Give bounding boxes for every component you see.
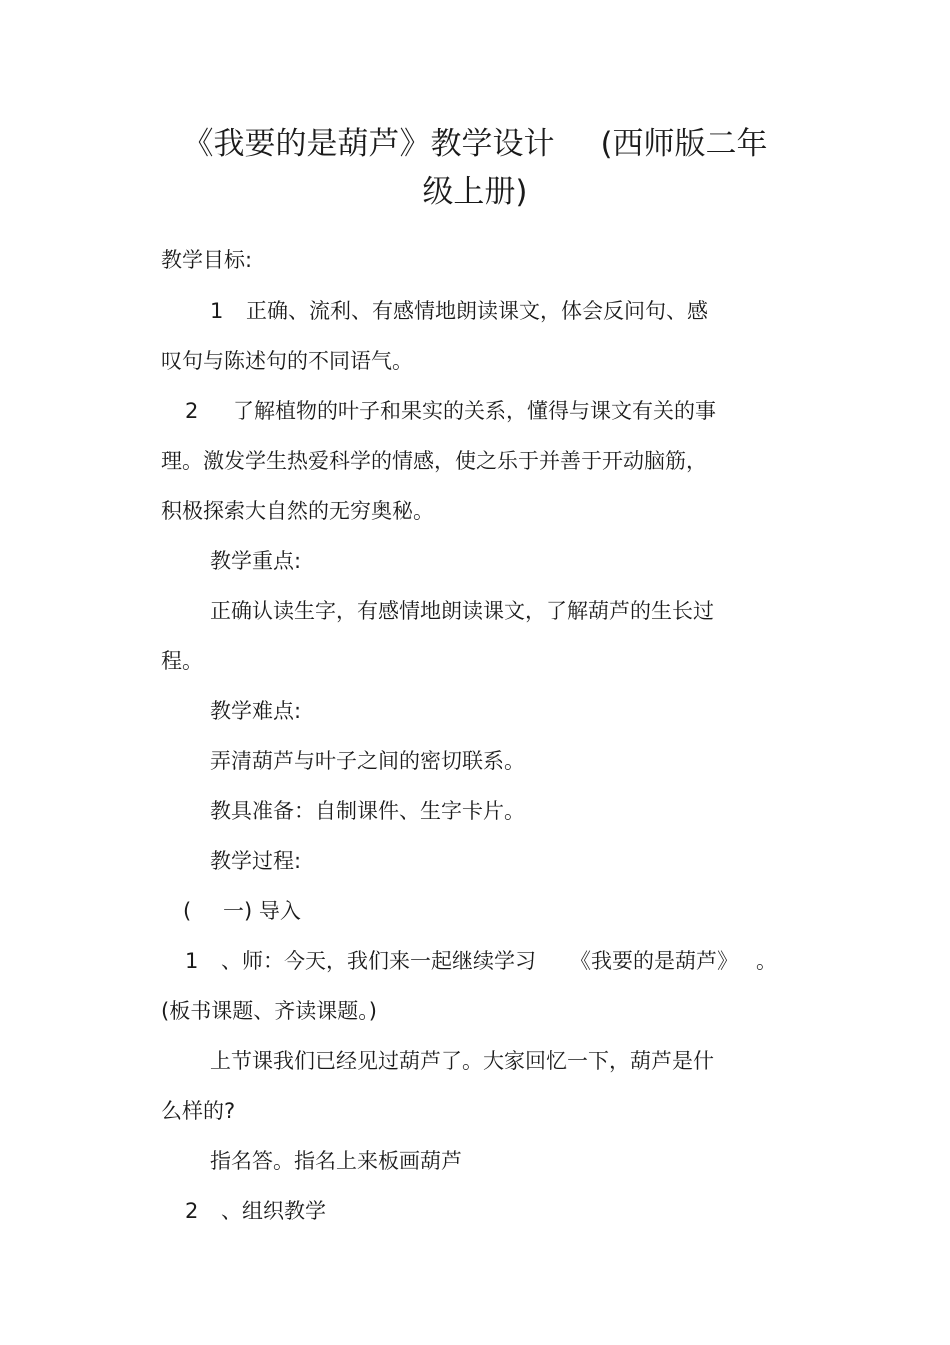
objective-1-number: 1 (210, 299, 224, 323)
objective-1-line1 (210, 296, 708, 326)
step-1-number: 1 (185, 949, 199, 973)
key-points-line1: 正确认读生字，有感情地朗读课文，了解葫芦的生长过 (210, 599, 714, 623)
difficulty-heading: 教学难点: (210, 699, 302, 723)
step-1-line2: (板书课题、齐读课题。) (161, 999, 377, 1023)
tools-line: 教具准备：自制课件、生字卡片。 (210, 799, 525, 823)
doc-title-line1 (0, 124, 950, 164)
step-1-end: 。 (756, 949, 777, 973)
section-1-label: 一) 导入 (223, 899, 301, 923)
step-1-title: 《我要的是葫芦》 (570, 949, 738, 973)
process-heading: 教学过程: (210, 849, 302, 873)
objective-2-text: 了解植物的叶子和果实的关系，懂得与课文有关的事 (233, 399, 716, 423)
key-points-line2: 程。 (161, 649, 203, 673)
difficulty-line: 弄清葫芦与叶子之间的密切联系。 (210, 749, 525, 773)
objective-2-number: 2 (185, 399, 199, 423)
doc-title-main: 《我要的是葫芦》教学设计 (182, 126, 555, 162)
section-1-heading (183, 896, 301, 926)
objective-2-line3: 积极探索大自然的无穷奥秘。 (161, 499, 434, 523)
key-points-heading: 教学重点: (210, 549, 302, 573)
doc-title-line2: 级上册) (422, 174, 528, 210)
objective-1-line2: 叹句与陈述句的不同语气。 (161, 349, 413, 373)
step-2-text: 、组织教学 (221, 1199, 326, 1223)
step-2-number: 2 (185, 1199, 199, 1223)
step-1-line1 (185, 946, 777, 976)
review-line2: 么样的? (161, 1099, 236, 1123)
step-1-text: 、师：今天，我们来一起继续学习 (221, 949, 536, 973)
objective-2-line1 (185, 396, 716, 426)
objectives-heading: 教学目标: (161, 248, 253, 272)
review-line1: 上节课我们已经见过葫芦了。大家回忆一下，葫芦是什 (210, 1049, 714, 1073)
doc-title-edition: (西师版二年 (600, 126, 768, 162)
answer-line: 指名答。指名上来板画葫芦 (210, 1149, 462, 1173)
step-2-line (185, 1196, 326, 1226)
objective-1-text: 正确、流利、有感情地朗读课文，体会反问句、感 (246, 299, 708, 323)
section-1-paren: ( (183, 899, 192, 923)
objective-2-line2: 理。激发学生热爱科学的情感，使之乐于并善于开动脑筋， (161, 449, 707, 473)
